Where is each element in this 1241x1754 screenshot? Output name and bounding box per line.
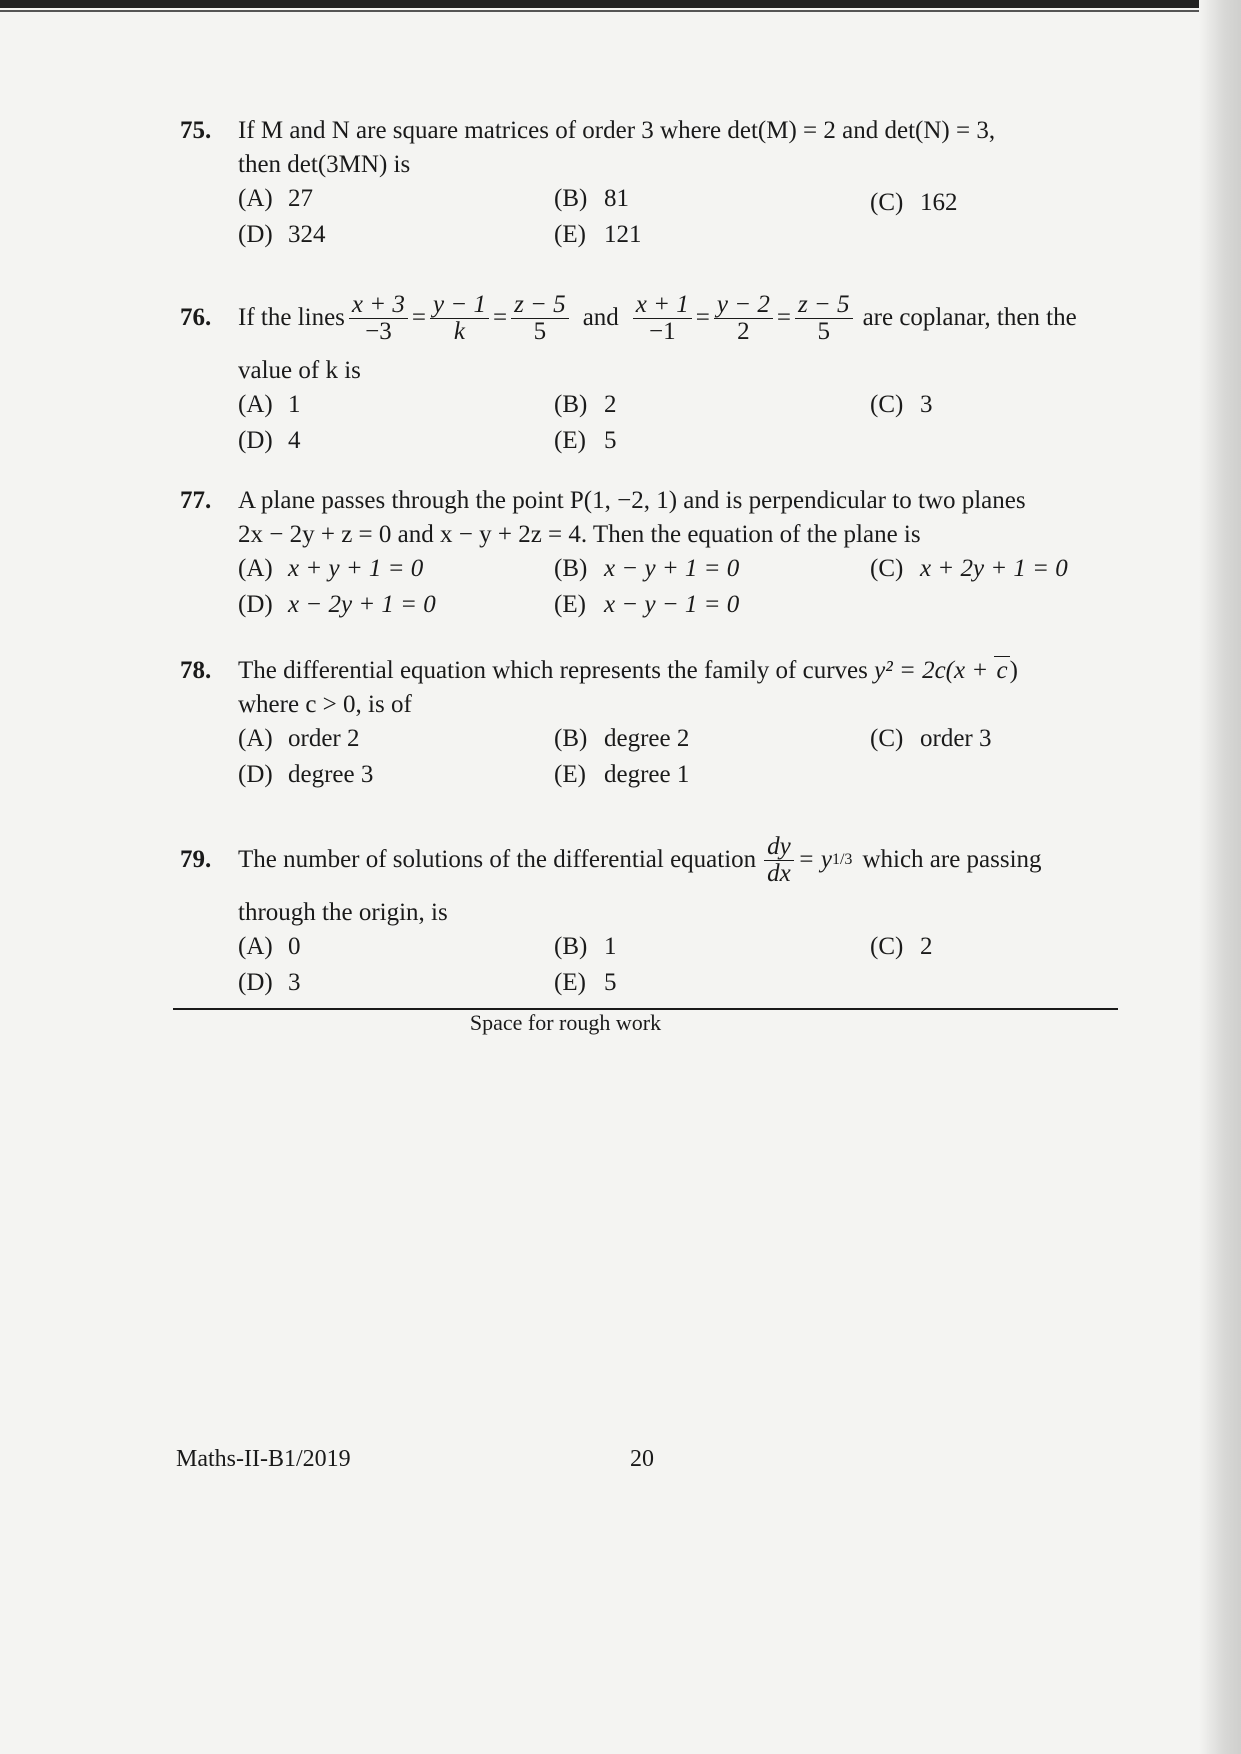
option-e: (E) 5 bbox=[554, 427, 617, 454]
option-c: (C) order 3 bbox=[870, 725, 992, 752]
option-c: (C) 3 bbox=[870, 391, 933, 418]
fraction: $\frac{x + 1}{-1}$ bbox=[633, 292, 692, 345]
question-number: 78. bbox=[180, 657, 212, 684]
option-b: (B) x − y + 1 = 0 bbox=[554, 555, 740, 582]
page-number: 20 bbox=[630, 1446, 654, 1472]
rough-work-label: Space for rough work bbox=[469, 1010, 662, 1035]
question-stem bbox=[238, 114, 1120, 182]
question-stem bbox=[238, 824, 1120, 930]
options bbox=[238, 388, 1120, 462]
options bbox=[238, 552, 1120, 626]
stem-line-1: A plane passes through the point P(1, −2, 1) and is perpendicular to two planes bbox=[238, 487, 1026, 514]
top-border bbox=[0, 0, 1241, 8]
page-edge-shadow bbox=[1199, 0, 1241, 1754]
option-b: (B) degree 2 bbox=[554, 725, 690, 752]
option-e: (E) degree 1 bbox=[554, 761, 690, 788]
stem-line-1: If M and N are square matrices of order 3 where det(M) = 2 and det(N) = 3, bbox=[238, 117, 996, 144]
question-79 bbox=[180, 824, 1120, 1004]
options bbox=[238, 182, 1120, 256]
question-number: 79. bbox=[180, 846, 212, 873]
fraction: $\frac{x + 3}{-3}$ bbox=[349, 292, 408, 345]
stem-line-1: The differential equation which represents the family of curves y² = 2c(x + c) bbox=[238, 657, 1018, 684]
option-d: (D) 3 bbox=[238, 969, 301, 996]
question-number: 75. bbox=[180, 117, 212, 144]
stem-line-2: where c > 0, is of bbox=[238, 691, 412, 718]
option-d: (D) 324 bbox=[238, 221, 326, 248]
fraction: $\frac{z - 5}{5}$ bbox=[511, 292, 569, 345]
question-stem bbox=[238, 484, 1120, 552]
stem-line-2: through the origin, is bbox=[238, 899, 448, 926]
question-number: 76. bbox=[180, 304, 212, 331]
question-78 bbox=[180, 654, 1120, 796]
option-a: (A) 0 bbox=[238, 933, 301, 960]
option-a: (A) 1 bbox=[238, 391, 301, 418]
option-e: (E) 5 bbox=[554, 969, 617, 996]
question-75 bbox=[180, 114, 1120, 256]
stem-line-1: If the lines $\frac{x + 3}{-3}$ = $\frac{y - 1}{k}$ = $\frac{z - 5}{5}$ and $\frac{x + 1}{-1}$ = $\frac{y - 2}{2}$ = $\frac{z - 5}{5}$ are coplanar, then the bbox=[238, 290, 1077, 345]
stem-line-2: then det(3MN) is bbox=[238, 151, 411, 178]
question-stem bbox=[238, 654, 1120, 722]
options bbox=[238, 930, 1120, 1004]
fraction: $\frac{dy}{dx}$ bbox=[764, 834, 794, 887]
stem-line-2: value of k is bbox=[238, 357, 361, 384]
question-76 bbox=[180, 282, 1120, 462]
option-d: (D) 4 bbox=[238, 427, 301, 454]
option-c: (C) 162 bbox=[870, 189, 958, 216]
option-b: (B) 1 bbox=[554, 933, 617, 960]
option-a: (A) order 2 bbox=[238, 725, 360, 752]
option-e: (E) x − y − 1 = 0 bbox=[554, 591, 740, 618]
fraction: $\frac{z - 5}{5}$ bbox=[795, 292, 853, 345]
top-border-thin bbox=[0, 10, 1200, 12]
option-c: (C) x + 2y + 1 = 0 bbox=[870, 555, 1068, 582]
option-a: (A) x + y + 1 = 0 bbox=[238, 555, 424, 582]
option-e: (E) 121 bbox=[554, 221, 642, 248]
option-d: (D) x − 2y + 1 = 0 bbox=[238, 591, 436, 618]
option-b: (B) 81 bbox=[554, 185, 629, 212]
stem-line-2: 2x − 2y + z = 0 and x − y + 2z = 4. Then the equation of the plane is bbox=[238, 521, 921, 548]
fraction: $\frac{y - 2}{2}$ bbox=[714, 292, 773, 345]
stem-line-1: The number of solutions of the differential equation $\frac{dy}{dx}$ = y 1/3 which are passing bbox=[238, 832, 1042, 887]
fraction: $\frac{y - 1}{k}$ bbox=[430, 292, 489, 345]
question-stem bbox=[238, 282, 1120, 388]
question-number: 77. bbox=[180, 487, 212, 514]
question-77 bbox=[180, 484, 1120, 626]
footer-code: Maths-II-B1/2019 bbox=[176, 1446, 351, 1472]
option-d: (D) degree 3 bbox=[238, 761, 374, 788]
option-b: (B) 2 bbox=[554, 391, 617, 418]
options bbox=[238, 722, 1120, 796]
option-a: (A) 27 bbox=[238, 185, 313, 212]
option-c: (C) 2 bbox=[870, 933, 933, 960]
